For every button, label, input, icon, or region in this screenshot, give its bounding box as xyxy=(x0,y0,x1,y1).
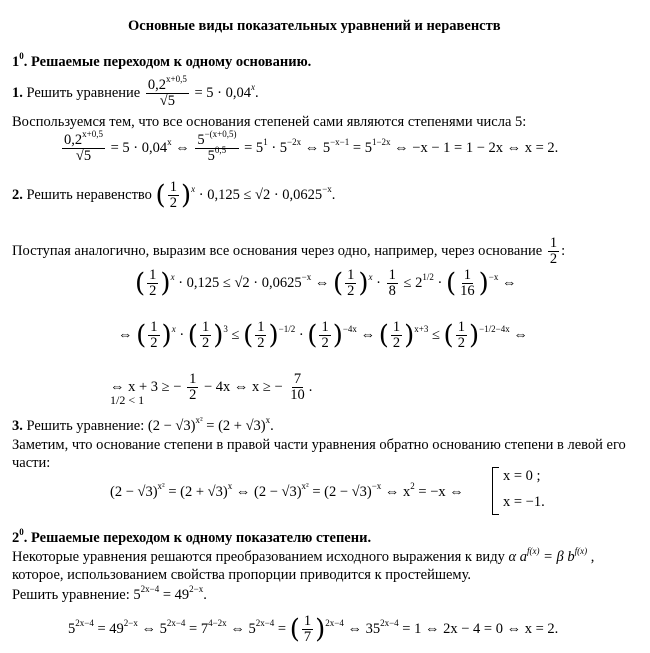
p3s-d: = (2 − √3) xyxy=(308,484,372,500)
problem-3 xyxy=(12,415,274,435)
l3-e: 10 xyxy=(290,387,305,404)
p4s-f: = xyxy=(274,621,287,638)
problem-4-eq2: = 49 xyxy=(159,587,190,603)
p4s-j: = 1 xyxy=(398,621,422,638)
problem-3-eq2: = (2 + √3) xyxy=(202,418,266,434)
s-b-den: 5 xyxy=(207,148,215,165)
p3s-c-e: x² xyxy=(301,481,309,491)
l3-d: 7 xyxy=(293,371,302,387)
s2-form-e: f(x) xyxy=(526,546,540,556)
section-1-heading xyxy=(12,51,312,71)
s-e: −x − 1 = 1 − 2x xyxy=(412,140,503,157)
s-c2: · 5 xyxy=(267,140,288,157)
s-c-e1: 1 xyxy=(263,137,268,148)
p3s-e-e: 2 xyxy=(410,481,415,491)
p3s-d-e: −x xyxy=(371,481,382,491)
problem-4-text: Решить уравнение: xyxy=(12,587,130,603)
s-num-exp: x+0,5 xyxy=(82,129,103,139)
l1-a: · 0,125 ≤ √2 · 0,0625 xyxy=(178,275,302,292)
section-2-title: . Решаемые переходом к одному показателю степени. xyxy=(23,530,372,546)
p4s-e-e: 2x−4 xyxy=(255,618,275,629)
problem-1-solution: $\frac{0,2^{x+0,5}}{√5}$ = $5 \cdot 0,04^x$ ⇔ $\frac{5^{-(x+0,5)}}{5^{0,5}}$ = $5^1 \cdot 5^{-2x}$ ⇔ $5^{-x-1} = 5^{1-2x}$ ⇔ −x − 1 = 1 − 2x ⇔ x = 2. xyxy=(64,129,559,165)
s2-note-text: Некоторые уравнения решаются преобразованием исходного выражения к виду xyxy=(12,549,505,565)
l1-a-exp: −x xyxy=(301,272,312,283)
section-1-title: . Решаемые переходом к одному основанию. xyxy=(23,54,312,70)
p4s-k: 2x − 4 = 0 xyxy=(443,621,503,638)
section-2-sup: 0 xyxy=(19,527,24,537)
s2-form: α a xyxy=(508,549,527,565)
problem-4-eq-e: 2x−4 xyxy=(140,584,160,594)
problem-3-solution: $(2 - √3)^{x^2} = (2 + √3)^x$ ⇔ $(2 - √3)^{x^2} = (2 - √3)^{-x}$ ⇔ $x^2 = -x$ ⇔ xyxy=(110,481,464,500)
s-d2-e: 1−2x xyxy=(371,137,391,148)
problem-2-line3: ⇔ x + 3 ≥ − $\frac{1}{2}$ − 4x ⇔ x ≥ − $\frac{7}{10}$ . xyxy=(110,371,313,404)
s-b-den-exp: 0,5 xyxy=(214,145,227,156)
p3s-a: (2 − √3) xyxy=(110,484,158,500)
problem-3-text: Решить уравнение: xyxy=(26,418,145,434)
problem-4-eq: 5 xyxy=(133,587,141,603)
s-c: = 5 xyxy=(244,140,264,157)
problem-1-end: . xyxy=(254,85,259,102)
s-d: 5 xyxy=(322,140,331,157)
problem-1-text: Решить уравнение xyxy=(26,85,141,102)
section-2-note2: которое, использованием свойства пропорции приводится к простейшему. xyxy=(12,567,472,583)
problem-2-under: 1/2 < 1 xyxy=(110,393,145,407)
p3s-b-e: x xyxy=(227,481,233,491)
problem-1-note: Воспользуемся тем, что все основания степеней сами являются степенями числа 5: xyxy=(12,114,527,130)
section-2-num: 2 xyxy=(12,530,20,546)
problem-2-num: 2. xyxy=(12,187,23,204)
p4s-c: 5 xyxy=(159,621,167,638)
l1-d: 16 xyxy=(460,283,475,300)
p4s-c-e: 2x−4 xyxy=(166,618,186,629)
l1-c-exp: 1/2 xyxy=(422,272,434,283)
problem-1-num: 1. xyxy=(12,85,23,102)
p4s-h: 7 xyxy=(303,629,312,646)
problem-1-rhs: = 5 · 0,04 xyxy=(194,85,251,102)
problem-3-eq: (2 − √3) xyxy=(147,418,196,434)
p3s-b: = (2 + √3) xyxy=(164,484,228,500)
p4s-a: 5 xyxy=(68,621,76,638)
p4s-d-e: 4−2x xyxy=(208,618,227,629)
s-c-e2: −2x xyxy=(287,137,302,148)
problem-4-solution: $5^{2x-4} = 49^{2-x}$ ⇔ $5^{2x-4} = 7^{4-2x}$ ⇔ $5^{2x-4}$ = ( $\frac{1}{7}$ )$^{2x-4}$ ⇔ $35^{2x-4} = 1$ ⇔ 2x − 4 = 0 ⇔ x = 2. xyxy=(68,613,559,646)
problem-2-text: Решить неравенство xyxy=(26,187,152,204)
s-f: x = 2. xyxy=(524,140,559,157)
s-den: √5 xyxy=(75,148,92,165)
p3s-a-e: x² xyxy=(157,481,165,491)
s-a: = 5 · 0,04 xyxy=(110,140,168,157)
section-2-heading xyxy=(12,527,372,547)
system-bracket xyxy=(492,467,499,515)
problem-2-line1: ( $\frac{1}{2}$ )$^x \cdot 0,125 \le √2 \cdot 0,0625^{-x}$ ⇔ ( $\frac{1}{2}$ )$^x$ · $\frac{1}{8}$ ≤ $2^{1/2}$ · ( $\frac{1}{16}$ )$^{-x}$ ⇔ xyxy=(135,267,517,300)
p4s-e: 5 xyxy=(248,621,256,638)
p4s-g-e: 2x−4 xyxy=(325,618,344,629)
l1-d-exp: −x xyxy=(488,272,499,283)
p4s-d: = 7 xyxy=(185,621,209,638)
problem-2-rest-exp: −x xyxy=(322,184,332,195)
problem-2-note-text: Поступая аналогично, выразим все основания через одно, например, через основание xyxy=(12,243,543,260)
s2-form2-e: f(x) xyxy=(574,546,588,556)
problem-3-num: 3. xyxy=(12,418,23,434)
system-eq-2: x = −1. xyxy=(503,494,545,510)
system-eq-1: x = 0 ; xyxy=(503,468,541,484)
problem-3-note: Заметим, что основание степени в правой части уравнения обратно основанию степени в левой его части: xyxy=(12,437,626,471)
s-a-exp: x xyxy=(167,137,172,148)
section-1-num: 1 xyxy=(12,54,20,70)
problem-4 xyxy=(12,584,207,604)
problem-4-eq2-e: 2−x xyxy=(189,584,204,594)
frac-num: 0,2 xyxy=(147,77,166,93)
problem-1-fraction xyxy=(146,74,189,110)
problem-3-end: . xyxy=(270,418,274,434)
l3-end: . xyxy=(308,379,313,396)
p4s-i-e: 2x−4 xyxy=(380,618,399,629)
l3-b: − 4x xyxy=(203,379,231,396)
p3s-f: = −x xyxy=(414,484,446,500)
p4s-i: 35 xyxy=(365,621,381,638)
p4s-b: = 49 xyxy=(93,621,124,638)
s-b-num-exp: −(x+0,5) xyxy=(204,129,237,139)
section-2-note1: Некоторые уравнения решаются преобразованием исходного выражения к виду α $a^{f(x)} = \beta$ $b^{f(x)}$ , xyxy=(12,546,595,565)
problem-2-end: . xyxy=(331,187,336,204)
page-title: Основные виды показательных уравнений и неравенств xyxy=(128,18,501,34)
s-d2: = 5 xyxy=(349,140,372,157)
problem-1-rhs-exp: x xyxy=(250,82,255,93)
problem-3-eq2-e: x xyxy=(265,415,271,425)
l3-a: x + 3 ≥ − xyxy=(128,379,182,396)
problem-3-eq-e: x² xyxy=(195,415,203,425)
p4s-b-e: 2−x xyxy=(123,618,138,629)
problem-2-rest: · 0,125 ≤ √2 · 0,0625 xyxy=(198,187,323,204)
section-1-sup: 0 xyxy=(19,51,24,61)
s-d-e: −x−1 xyxy=(330,137,350,148)
s2-form2: = β b xyxy=(539,549,575,565)
problem-2-line2: ⇔ ( $\frac{1}{2}$ )$^x$ · ( $\frac{1}{2}$ )$^3$ ≤ ( $\frac{1}{2}$ )$^{-1/2}$ · ( $\frac{1}{2}$ )$^{-4x}$ ⇔ ( $\frac{1}{2}$ )$^{x+3}$ ≤ ( $\frac{1}{2}$ )$^{-1/2-4x}$ ⇔ xyxy=(118,319,528,352)
frac-den: √5 xyxy=(159,93,175,110)
p4s-a-e: 2x−4 xyxy=(75,618,94,629)
problem-1 xyxy=(12,74,259,110)
l1-c: ≤ 2 xyxy=(403,275,423,292)
problem-2: 2. Решить неравенство ( $\frac{1}{2}$ )$^x \cdot 0,125 \le √2 \cdot 0,0625^{-x}$. xyxy=(12,179,336,212)
p3s-c: (2 − √3) xyxy=(253,484,302,500)
problem-2-note: Поступая аналогично, выразим все основания через одно, например, через основание $\frac{1}{2}$ : xyxy=(12,235,566,268)
p4s-g: 1 xyxy=(303,613,312,629)
s-b-num: 5 xyxy=(197,132,205,148)
p3s-e: x xyxy=(403,484,411,500)
l3-c: x ≥ − xyxy=(252,379,283,396)
p4s-l: x = 2. xyxy=(524,621,559,638)
s-num: 0,2 xyxy=(64,132,83,148)
l1-b: · xyxy=(376,275,381,292)
problem-4-end: . xyxy=(203,587,207,603)
frac-num-exp: x+0,5 xyxy=(166,74,187,84)
